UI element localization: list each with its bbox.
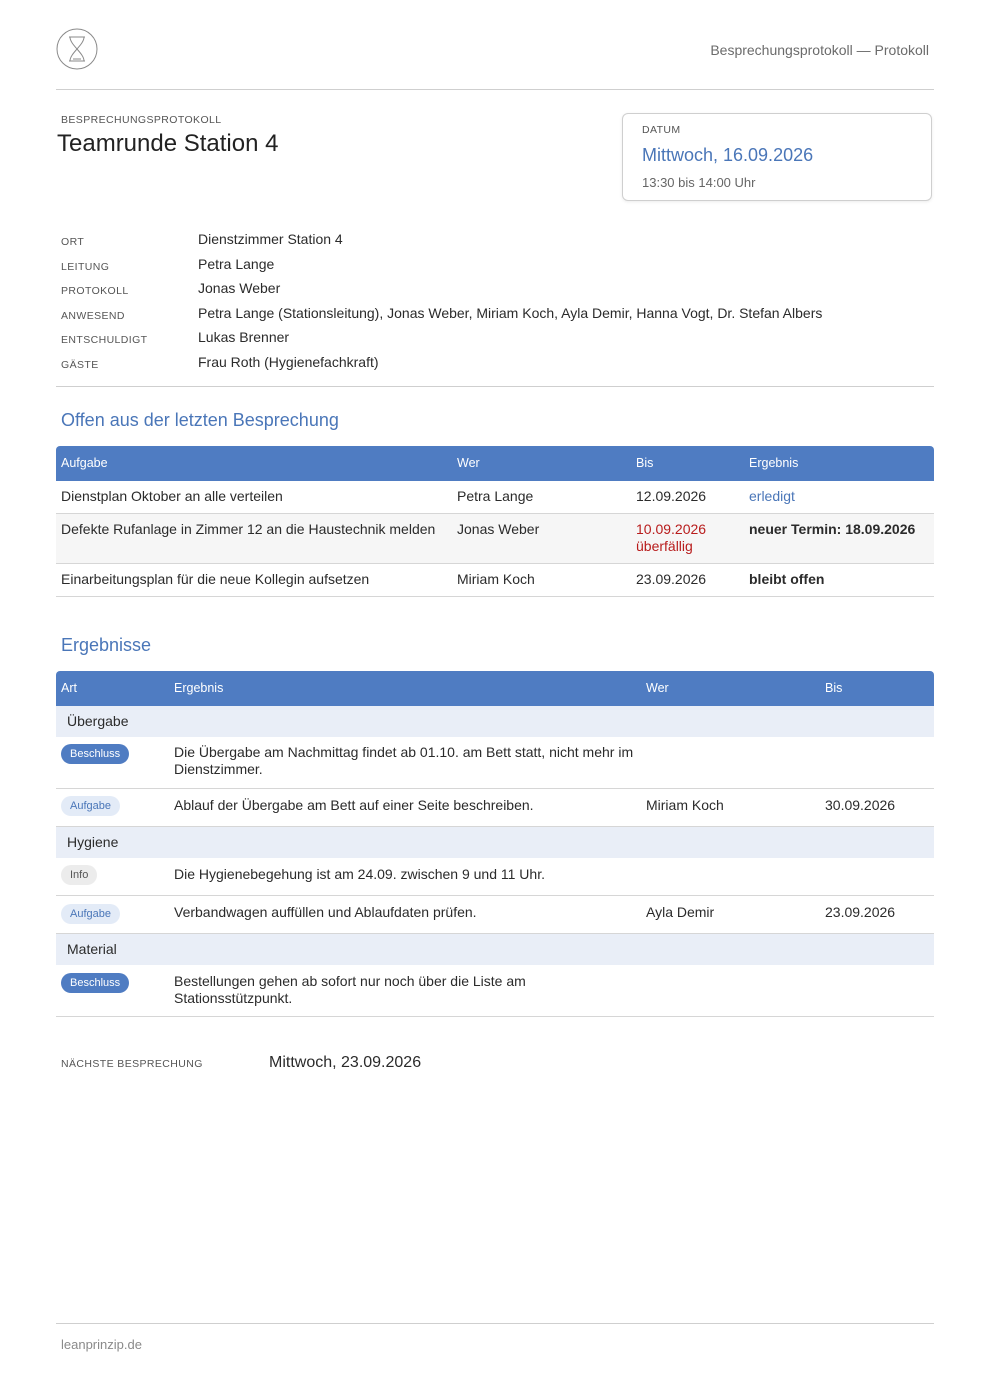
result-text: Bestellungen gehen ab sofort nur noch über die Liste am bbox=[174, 973, 526, 989]
type-badge-beschluss: Beschluss bbox=[61, 973, 129, 993]
group-header-hygiene bbox=[56, 827, 934, 858]
meta-row-leitung bbox=[61, 255, 933, 280]
result-text: Stationsstützpunkt. bbox=[174, 990, 293, 1006]
column-header: Wer bbox=[457, 456, 480, 470]
meta-key: GÄSTE bbox=[61, 358, 99, 371]
due-cell: 30.09.2026 bbox=[825, 797, 896, 813]
column-header: Ergebnis bbox=[749, 456, 799, 470]
result-text: Ablauf der Übergabe am Bett auf einer Seite beschreiben. bbox=[174, 797, 534, 813]
group-title: Hygiene bbox=[67, 834, 119, 850]
type-badge-info: Info bbox=[61, 865, 97, 885]
next-meeting-date: Mittwoch, 23.09.2026 bbox=[269, 1054, 422, 1071]
column-header: Art bbox=[61, 681, 77, 695]
meta-row-protokoll bbox=[61, 279, 933, 304]
open-items-table bbox=[56, 446, 934, 597]
meta-row-entschuldigt bbox=[61, 328, 933, 353]
result-text: Dienstzimmer. bbox=[174, 761, 263, 777]
type-badge-aufgabe: Aufgabe bbox=[61, 904, 120, 924]
column-header: Bis bbox=[825, 681, 843, 695]
meta-row-ort bbox=[61, 230, 933, 255]
meta-divider bbox=[56, 386, 934, 387]
table-header bbox=[56, 446, 934, 481]
overdue-badge: überfällig bbox=[636, 538, 693, 554]
page-header bbox=[56, 28, 934, 72]
protocol-page bbox=[56, 0, 934, 1400]
group-header-uebergabe bbox=[56, 706, 934, 737]
column-header: Ergebnis bbox=[174, 681, 224, 695]
meta-key: PROTOKOLL bbox=[61, 285, 129, 298]
due-cell: 12.09.2026 bbox=[636, 488, 707, 504]
table-header bbox=[56, 671, 934, 706]
result-cell: bleibt offen bbox=[749, 571, 825, 587]
table-row bbox=[56, 737, 934, 789]
date-card bbox=[622, 113, 932, 201]
result-text: Verbandwagen auffüllen und Ablaufdaten prüfen. bbox=[174, 904, 477, 920]
table-row bbox=[56, 858, 934, 896]
table-row bbox=[56, 481, 934, 514]
result-cell: erledigt bbox=[749, 488, 795, 504]
meta-value: Dienstzimmer Station 4 bbox=[198, 231, 343, 247]
meta-value: Petra Lange bbox=[198, 255, 275, 272]
meta-row-gaeste bbox=[61, 353, 933, 378]
document-eyebrow: BESPRECHUNGSPROTOKOLL bbox=[61, 114, 222, 126]
group-title: Material bbox=[67, 941, 117, 957]
footer-site: leanprinzip.de bbox=[61, 1337, 142, 1352]
meta-value: Petra Lange (Stationsleitung), Jonas Weber, Miriam Koch, Ayla Demir, Hanna Vogt, Dr. Stefan Albers bbox=[198, 304, 823, 321]
table-row bbox=[56, 789, 934, 827]
who-cell: Jonas Weber bbox=[457, 521, 540, 537]
result-text: Die Hygienebegehung ist am 24.09. zwischen 9 und 11 Uhr. bbox=[174, 866, 545, 882]
task-cell: Dienstplan Oktober an alle verteilen bbox=[61, 488, 283, 504]
meta-list bbox=[61, 230, 933, 378]
task-cell: Einarbeitungsplan für die neue Kollegin aufsetzen bbox=[61, 571, 370, 587]
results-heading: Ergebnisse bbox=[61, 635, 152, 655]
result-text: Die Übergabe am Nachmittag findet ab 01.10. am Bett statt, nicht mehr im bbox=[174, 744, 634, 760]
table-row bbox=[56, 564, 934, 597]
meta-key: LEITUNG bbox=[61, 260, 110, 273]
table-row bbox=[56, 896, 934, 934]
task-cell: Defekte Rufanlage in Zimmer 12 an die Haustechnik melden bbox=[61, 521, 436, 537]
open-items-heading: Offen aus der letzten Besprechung bbox=[61, 410, 339, 430]
hourglass-logo-icon bbox=[56, 28, 98, 70]
type-badge-aufgabe: Aufgabe bbox=[61, 796, 120, 816]
date-label: DATUM bbox=[642, 124, 681, 136]
document-type-label: Besprechungsprotokoll — Protokoll bbox=[710, 42, 929, 58]
page-title: Teamrunde Station 4 bbox=[57, 130, 279, 157]
table-row bbox=[56, 965, 934, 1017]
meta-key: ORT bbox=[61, 236, 85, 248]
who-cell: Ayla Demir bbox=[646, 904, 715, 920]
meta-value: Frau Roth (Hygienefachkraft) bbox=[198, 353, 379, 370]
meeting-date: Mittwoch, 16.09.2026 bbox=[642, 145, 814, 165]
footer-divider bbox=[56, 1323, 934, 1324]
group-header-material bbox=[56, 934, 934, 965]
header-divider bbox=[56, 89, 934, 90]
who-cell: Miriam Koch bbox=[457, 571, 535, 587]
type-badge-beschluss: Beschluss bbox=[61, 744, 129, 764]
due-cell: 10.09.2026 bbox=[636, 521, 707, 537]
meta-key: ENTSCHULDIGT bbox=[61, 334, 148, 347]
result-cell: neuer Termin: 18.09.2026 bbox=[749, 521, 916, 537]
column-header: Aufgabe bbox=[61, 456, 108, 470]
results-table bbox=[56, 671, 934, 1017]
meta-key: ANWESEND bbox=[61, 309, 125, 322]
meta-value: Lukas Brenner bbox=[198, 329, 290, 346]
column-header: Bis bbox=[636, 456, 654, 470]
due-cell: 23.09.2026 bbox=[825, 904, 896, 920]
meta-value: Jonas Weber bbox=[198, 280, 281, 297]
who-cell: Petra Lange bbox=[457, 488, 534, 504]
table-row bbox=[56, 514, 934, 564]
meeting-time: 13:30 bis 14:00 Uhr bbox=[642, 175, 756, 190]
who-cell: Miriam Koch bbox=[646, 797, 724, 813]
meta-row-anwesend bbox=[61, 304, 933, 329]
due-cell: 23.09.2026 bbox=[636, 571, 707, 587]
group-title: Übergabe bbox=[67, 713, 129, 729]
column-header: Wer bbox=[646, 681, 669, 695]
next-meeting-label: NÄCHSTE BESPRECHUNG bbox=[61, 1058, 203, 1070]
